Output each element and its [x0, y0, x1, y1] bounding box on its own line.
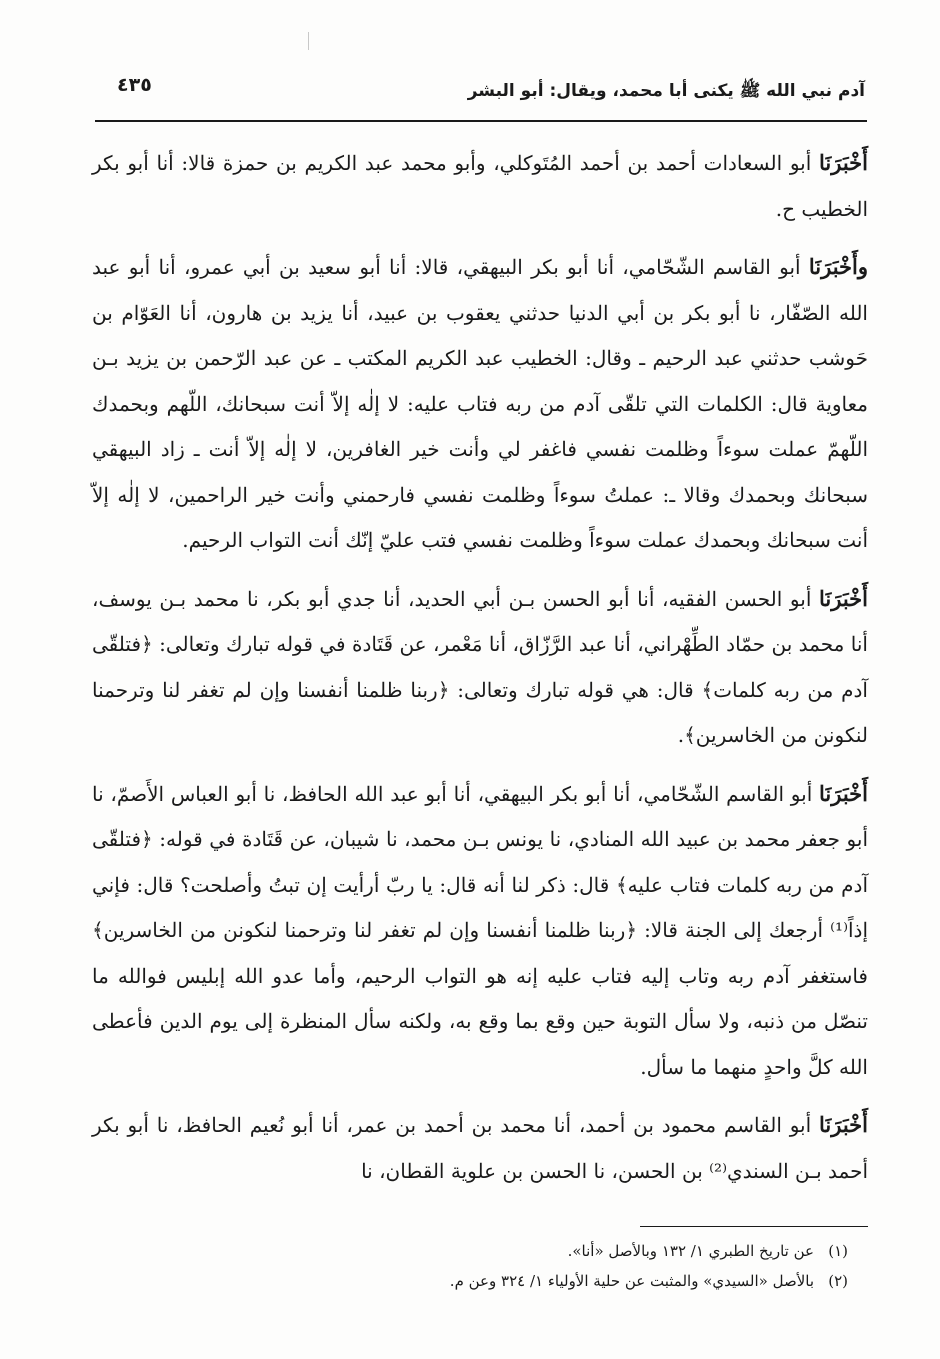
- footnote-text: عن تاريخ الطبري ١/ ١٣٢ وبالأصل «أنا».: [567, 1242, 814, 1260]
- footnote-number: (٢): [828, 1272, 848, 1290]
- paragraph: [92, 576, 868, 759]
- paragraph-opening-word: أَخْبَرَنَا: [819, 780, 868, 806]
- running-header-title: آدم نبي الله ﷺ يكنى أبا محمد، ويقال: أبو البشر: [467, 81, 865, 101]
- footnote-text: بالأصل «السيدي» والمثبت عن حلية الأولياء ١/ ٣٢٤ وعن م.: [449, 1272, 814, 1290]
- page-number: ٤٣٥: [117, 74, 152, 96]
- paragraph-opening-word: أَخْبَرَنَا: [819, 150, 868, 175]
- paragraph: [92, 771, 868, 1091]
- paragraph: [92, 244, 868, 564]
- paragraph-opening-word: وأَخْبَرَنَا: [808, 254, 868, 279]
- header-divider: [95, 120, 867, 122]
- paragraph-opening-word: أَخْبَرَنَا: [819, 1112, 868, 1137]
- paragraph: [92, 140, 868, 232]
- main-text: [92, 140, 868, 1206]
- paragraph-text: أبو السعادات أحمد بن أحمد المُتَوكلي، وأبو محمد عبد الكريم بن حمزة قالا: أنا أبو بكر الخطيب ح.: [92, 151, 868, 221]
- paragraph-text: أبو القاسم الشّحّامي، أنا أبو بكر البيهقي، أنا أبو عبد الله الحافظ، نا أبو العباس الأَصمّ، نا أبو جعفر محمد بن عبيد الله المنادي، نا يونس بـن محمد، نا شيبان، عن قَتَادة في قوله: ﴿فتلقّى آدم من ربه كلمات فتاب عليه﴾ قال: ذكر لنا أنه قال: يا ربّ أرأيت إن تبتُ وأصلحت؟ قال: فإني إذاً⁽¹⁾ أرجعك إلى الجنة قالا: ﴿ربنا ظلمنا أنفسنا وإن لم تغفر لنا وترحمنا لنكونن من الخاسرين﴾ فاستغفر آدم ربه وتاب إليه فتاب عليه إنه هو التواب الرحيم، وأما عدو الله إبليس فوالله ما تنصّل من ذنبه، ولا سأل التوبة حين وقع بما وقع به، ولكنه سأل المنظرة إلى يوم الدين فأعطى الله كلَّ واحدٍ منهما ما سأل.: [92, 781, 868, 1079]
- footnote: [300, 1266, 848, 1296]
- footnote-number: (١): [828, 1242, 848, 1260]
- footnote: [300, 1236, 848, 1266]
- paragraph: [92, 1102, 868, 1194]
- footnotes: [300, 1236, 848, 1296]
- scan-artifact: [308, 32, 309, 50]
- paragraph-text: أبو القاسم محمود بن أحمد، أنا محمد بن أحمد بن عمر، أنا أبو نُعيم الحافظ، نا أبو بكر أحمد بـن السندي⁽²⁾ بن الحسن، نا الحسن بن علوية القطان، نا: [92, 1113, 868, 1183]
- running-header: [95, 66, 865, 116]
- paragraph-text: أبو القاسم الشّحّامي، أنا أبو بكر البيهقي، قالا: أنا أبو سعيد بن أبي عمرو، أنا أبو عبد الله الصّفّار، نا أبو بكر بن أبي الدنيا حدثني يعقوب بن عبيد، أنا يزيد بن هارون، أنا العَوّام بن حَوشب حدثني عبد الرحيم ـ وقال: الخطيب عبد الكريم المكتب ـ عن عبد الرّحمن بن يزيد بـن معاوية قال: الكلمات التي تلقّى آدم من ربه فتاب عليه: لا إلٰه إلاّ أنت سبحانك، اللّهم وبحمدك اللّهمّ عملت سوءاً وظلمت نفسي فاغفر لي وأنت خير الغافرين، لا إلٰه إلاّ أنت ـ زاد البيهقي سبحانك وبحمدك وقالا ـ: عملتُ سوءاً وظلمت نفسي فارحمني وأنت خير الراحمين، لا إلٰه إلاّ أنت سبحانك وبحمدك عملت سوءاً وظلمت نفسي فتب عليّ إنّك أنت التواب الرحيم.: [92, 255, 868, 552]
- paragraph-opening-word: أَخْبَرَنَا: [819, 585, 868, 611]
- footnote-divider: [640, 1226, 868, 1227]
- paragraph-text: أبو الحسن الفقيه، أنا أبو الحسن بـن أبي الحديد، أنا جدي أبو بكر، نا محمد بـن يوسف، أنا محمد بن حمّاد الطِّهْراني، أنا عبد الرَّزّاق، أنا مَعْمر، عن قَتَادة في قوله تبارك وتعالى: ﴿فتلقّى آدم من ربه كلمات﴾ قال: هي قوله تبارك وتعالى: ﴿ربنا ظلمنا أنفسنا وإن لم تغفر لنا وترحمنا لنكونن من الخاسرين﴾.: [92, 586, 868, 747]
